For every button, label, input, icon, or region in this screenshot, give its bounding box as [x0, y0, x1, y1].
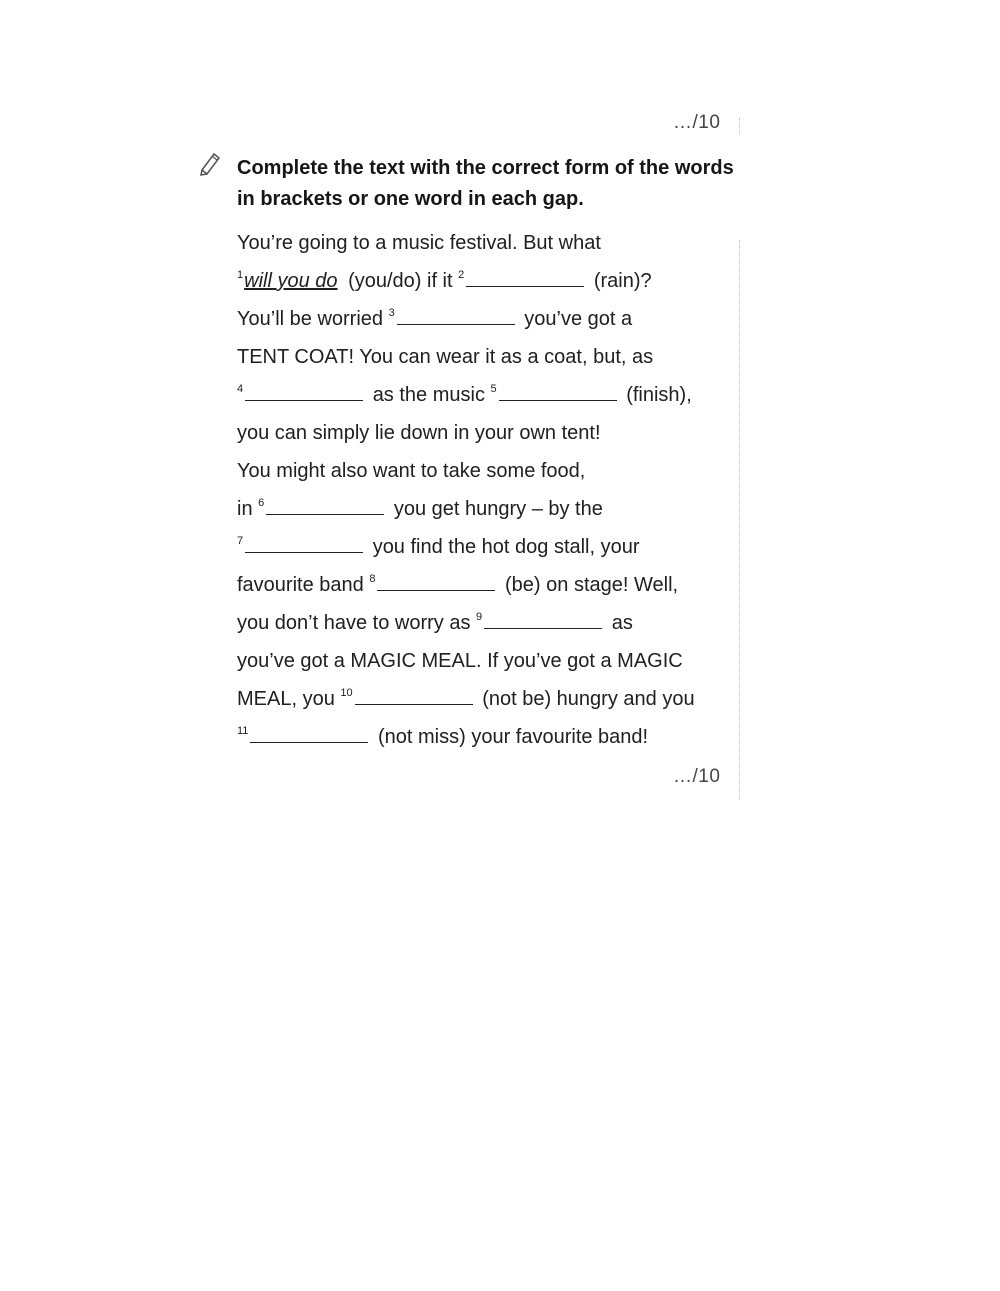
score-bottom: …/10	[673, 766, 721, 787]
gap-number: 11	[237, 725, 249, 737]
text-line: you don’t have to worry as $^9$ as	[237, 608, 757, 646]
text-line: $^4$ as the music $^5$ (finish),	[237, 380, 757, 418]
text-line: You’re going to a music festival. But what	[237, 232, 601, 254]
text-line: You might also want to take some food,	[237, 460, 586, 482]
text-line: MEAL, you $^{10}$ (not be) hungry and you	[237, 684, 757, 722]
text-line: favourite band $^8$ (be) on stage! Well,	[237, 570, 757, 608]
answer-gap[interactable]	[499, 380, 617, 401]
answer-gap[interactable]	[266, 494, 384, 515]
gap-fill-text	[237, 228, 757, 760]
gap-number: 2	[458, 269, 465, 281]
text-line: TENT COAT! You can wear it as a coat, but, as	[237, 346, 654, 368]
gap-number: 1	[237, 269, 244, 281]
text-line: you can simply lie down in your own tent!	[237, 422, 601, 444]
text-line: $^{11}$ (not miss) your favourite band!	[237, 722, 757, 760]
answer-gap[interactable]	[245, 380, 363, 401]
margin-dots	[739, 118, 740, 134]
pencil-icon	[198, 150, 224, 176]
gap-number: 5	[490, 383, 497, 395]
gap-number: 9	[476, 611, 483, 623]
gap-number: 7	[237, 535, 244, 547]
exercise-instruction: Complete the text with the correct form of the words in brackets or one word in each gap.	[237, 157, 734, 210]
gap-number: 6	[258, 497, 265, 509]
gap-number: 10	[340, 687, 353, 699]
gap-number: 8	[369, 573, 376, 585]
answer-gap[interactable]	[355, 684, 473, 705]
answer-gap[interactable]	[250, 722, 368, 743]
text-line: $^1$will you do (you/do) if it $^2$ (rain)?	[237, 266, 757, 304]
text-line: $^7$ you find the hot dog stall, your	[237, 532, 757, 570]
gap-number: 3	[388, 307, 395, 319]
answer-gap[interactable]	[377, 570, 495, 591]
text-line: in $^6$ you get hungry – by the	[237, 494, 757, 532]
score-top: …/10	[673, 112, 721, 133]
answer-gap[interactable]	[466, 266, 584, 287]
answer-gap[interactable]	[245, 532, 363, 553]
gap-number: 4	[237, 383, 244, 395]
answer-gap[interactable]	[397, 304, 515, 325]
text-line: you’ve got a MAGIC MEAL. If you’ve got a MAGIC	[237, 650, 683, 672]
example-answer: will you do	[244, 270, 338, 292]
answer-gap[interactable]	[484, 608, 602, 629]
text-line: You’ll be worried $^3$ you’ve got a	[237, 304, 757, 342]
